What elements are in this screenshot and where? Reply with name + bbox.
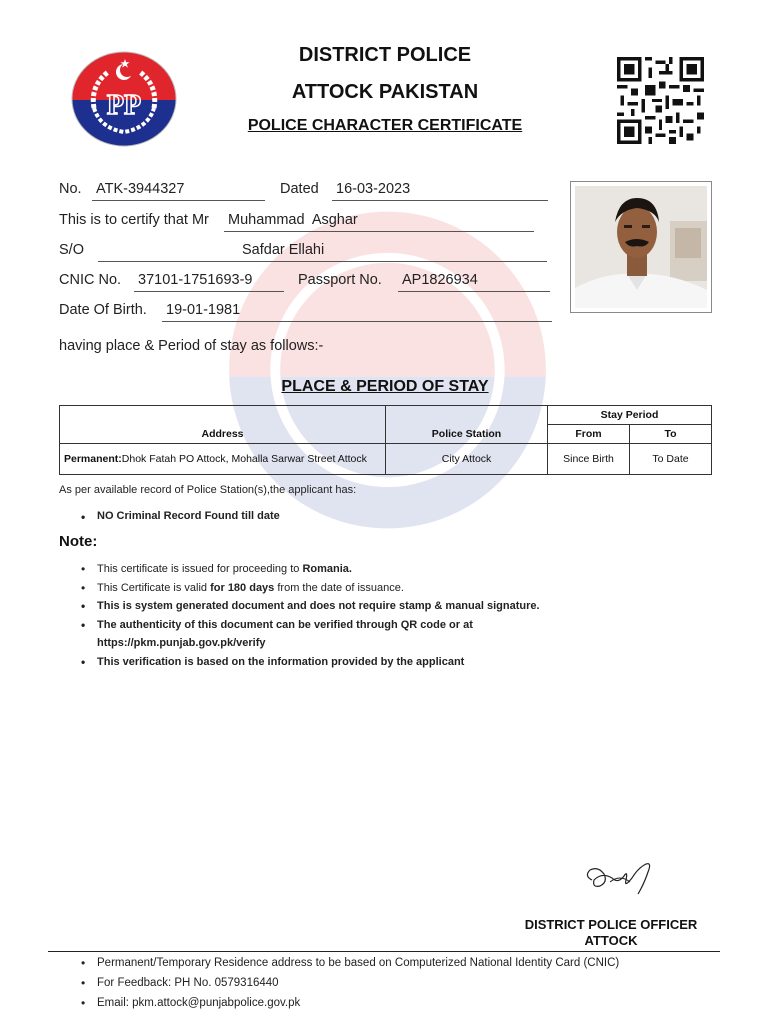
dob-label: Date Of Birth. bbox=[59, 302, 147, 318]
dated-underline bbox=[332, 200, 548, 201]
note-destination-country: Romania. bbox=[302, 563, 352, 575]
stay-table bbox=[59, 405, 712, 475]
cnic-label: CNIC No. bbox=[59, 272, 122, 288]
record-intro: As per available record of Police Station(s),the applicant has: bbox=[59, 484, 357, 496]
officer-district: ATTOCK bbox=[584, 933, 638, 948]
signature-icon bbox=[580, 858, 660, 898]
dob-underline bbox=[162, 321, 552, 322]
applicant-name: Muhammad Asghar bbox=[228, 212, 358, 228]
note-destination bbox=[59, 560, 659, 579]
footer-cnic-note: • Permanent/Temporary Residence address to be based on Computerized National Identity Card (CNIC) bbox=[59, 953, 739, 973]
criminal-record-finding: • NO Criminal Record Found till date bbox=[59, 510, 559, 522]
certificate-title: POLICE CHARACTER CERTIFICATE bbox=[247, 117, 523, 134]
note-title: Note: bbox=[59, 533, 98, 550]
record-findings bbox=[59, 510, 559, 522]
svg-text:PP: PP bbox=[106, 90, 142, 121]
stay-header-row bbox=[60, 406, 712, 425]
applicant-photo bbox=[570, 181, 712, 313]
header-attock-pakistan: ATTOCK PAKISTAN bbox=[291, 81, 479, 103]
officer-title: DISTRICT POLICE OFFICER bbox=[524, 917, 698, 932]
col-from: From bbox=[548, 425, 630, 444]
note-authenticity: • The authenticity of this document can be verified through QR code or at https://pkm.punjab.gov.pk/verify bbox=[59, 616, 547, 653]
no-label: No. bbox=[59, 181, 82, 197]
address-cell bbox=[60, 444, 386, 475]
issue-date: 16-03-2023 bbox=[336, 181, 411, 197]
footer-divider bbox=[48, 951, 720, 952]
no-underline bbox=[92, 200, 265, 201]
from-cell: Since Birth bbox=[548, 444, 630, 475]
note-validity-suffix: from the date of issuance. bbox=[274, 581, 404, 594]
col-address: Address bbox=[60, 406, 386, 444]
table-row bbox=[60, 444, 712, 475]
stay-intro-text: having place & Period of stay as follows:- bbox=[59, 338, 324, 354]
cnic-number: 37101-1751693-9 bbox=[138, 272, 253, 288]
col-stay-period: Stay Period bbox=[548, 406, 712, 425]
col-to: To bbox=[630, 425, 712, 444]
to-cell: To Date bbox=[630, 444, 712, 475]
passport-number: AP1826934 bbox=[402, 272, 478, 288]
certificate-number: ATK-3944327 bbox=[96, 181, 185, 197]
col-police-station: Police Station bbox=[386, 406, 548, 444]
so-label: S/O bbox=[59, 242, 84, 258]
note-validity bbox=[59, 579, 659, 598]
applicant-photo-icon bbox=[575, 186, 707, 308]
note-destination-text: This certificate is issued for proceeding to bbox=[97, 563, 303, 575]
name-underline bbox=[224, 231, 534, 232]
address-text: Dhok Fatah PO Attock, Mohalla Sarwar Street Attock bbox=[121, 453, 367, 465]
header-district-police: DISTRICT POLICE bbox=[298, 44, 472, 66]
footer-email: • Email: pkm.attock@punjabpolice.gov.pk bbox=[59, 993, 739, 1013]
police-logo-icon bbox=[70, 50, 178, 148]
note-verification-basis: • This verification is based on the information provided by the applicant bbox=[59, 653, 659, 672]
so-underline bbox=[98, 261, 547, 262]
qr-code-icon[interactable] bbox=[614, 57, 707, 144]
police-station-cell: City Attock bbox=[386, 444, 548, 475]
footer-list bbox=[59, 953, 739, 1013]
footer-feedback-phone: • For Feedback: PH No. 0579316440 bbox=[59, 973, 739, 993]
address-prefix: Permanent: bbox=[64, 453, 122, 465]
passport-underline bbox=[398, 291, 550, 292]
certify-label: This is to certify that Mr bbox=[59, 212, 209, 228]
date-of-birth: 19-01-1981 bbox=[166, 302, 241, 318]
dated-label: Dated bbox=[280, 181, 319, 197]
place-period-title: PLACE & PERIOD OF STAY bbox=[281, 378, 489, 395]
note-validity-text: This Certificate is valid bbox=[97, 581, 211, 594]
passport-label: Passport No. bbox=[298, 272, 382, 288]
note-system-generated: • This is system generated document and does not require stamp & manual signature. bbox=[59, 597, 659, 616]
cnic-underline bbox=[134, 291, 284, 292]
father-name: Safdar Ellahi bbox=[242, 242, 325, 258]
notes-list bbox=[59, 560, 659, 671]
note-validity-days: for 180 days bbox=[210, 581, 275, 594]
